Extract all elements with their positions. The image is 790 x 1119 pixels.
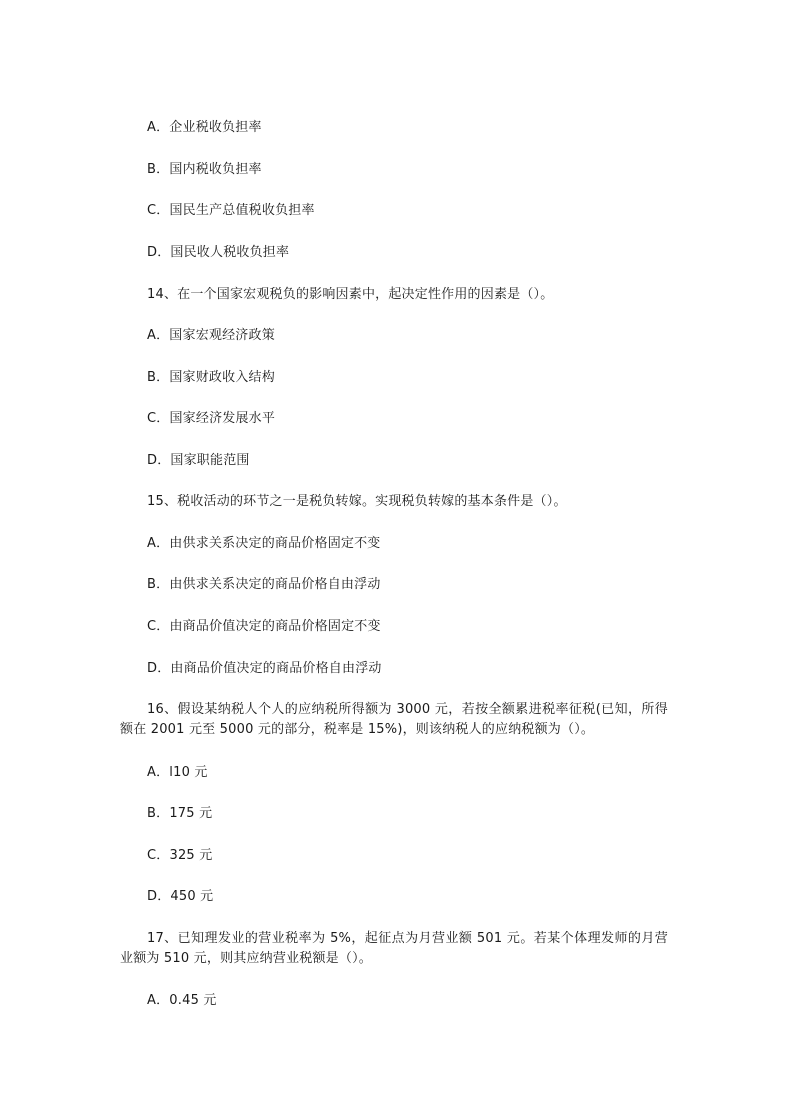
q13-option-d: D．国民收人税收负担率 <box>147 245 290 260</box>
q16-option-a: A．l10 元 <box>147 765 208 780</box>
q13-option-c: C．国民生产总值税收负担率 <box>147 203 315 218</box>
q14-option-b: B．国家财政收入结构 <box>147 370 275 385</box>
q16-option-d: D．450 元 <box>147 889 214 904</box>
q16-option-c: C．325 元 <box>147 848 213 863</box>
q15-stem: 15、税收活动的环节之一是税负转嫁。实现税负转嫁的基本条件是（）。 <box>147 494 567 509</box>
q13-option-b: B．国内税收负担率 <box>147 162 262 177</box>
q17-option-a: A．0.45 元 <box>147 993 217 1008</box>
q14-option-c: C．国家经济发展水平 <box>147 411 276 426</box>
q15-option-c: C．由商品价值决定的商品价格固定不变 <box>147 619 381 634</box>
q15-option-a: A．由供求关系决定的商品价格固定不变 <box>147 536 381 551</box>
q15-option-d: D．由商品价值决定的商品价格自由浮动 <box>147 661 382 676</box>
q14-stem: 14、在一个国家宏观税负的影响因素中，起决定性作用的因素是（）。 <box>147 287 554 302</box>
q15-option-b: B．由供求关系决定的商品价格自由浮动 <box>147 577 381 592</box>
q14-option-a: A．国家宏观经济政策 <box>147 328 275 343</box>
q14-option-d: D．国家职能范围 <box>147 453 250 468</box>
q16-option-b: B．175 元 <box>147 806 213 821</box>
q17-stem: 17、已知理发业的营业税率为 5%，起征点为月营业额 501 元。若某个体理发师的月营业额为 510 元，则其应纳营业税额是（）。 <box>120 931 668 966</box>
q16-stem: 16、假设某纳税人个人的应纳税所得额为 3000 元，若按全额累进税率征税(已知，所得额在 2001 元至 5000 元的部分，税率是 15%)，则该纳税人的应纳税额为（）。 <box>120 702 668 737</box>
q13-option-a: A．企业税收负担率 <box>147 120 262 135</box>
